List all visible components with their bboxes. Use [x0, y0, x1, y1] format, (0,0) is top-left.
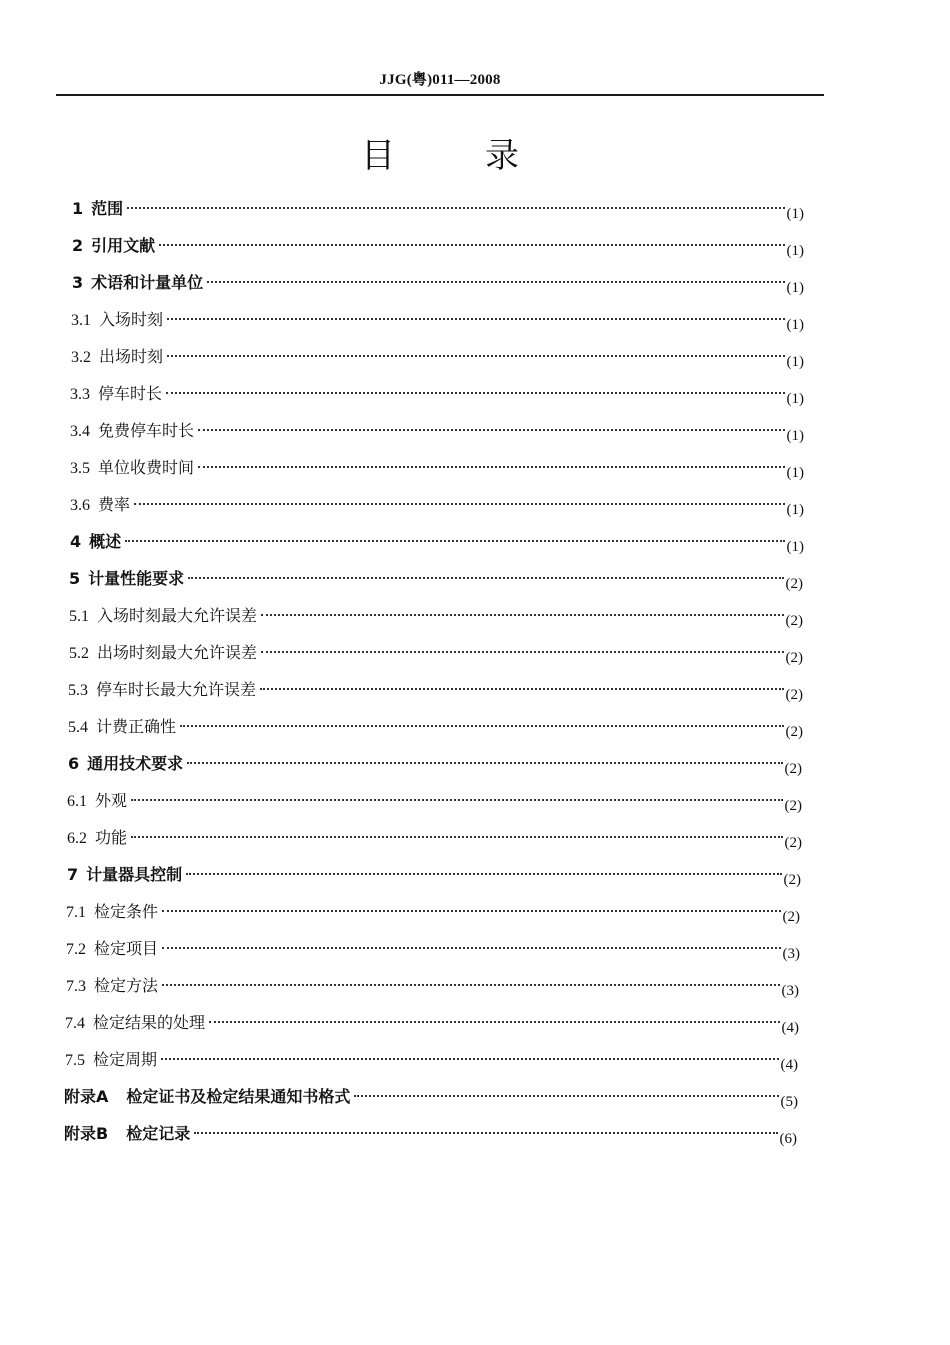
toc-entry-page: (1) — [786, 502, 804, 518]
toc-entry — [68, 751, 802, 779]
toc-entry-number: 5.1 — [69, 608, 89, 625]
toc-entry-number: 附录A — [64, 1087, 109, 1106]
toc-entry-page: (2) — [783, 872, 801, 888]
toc-entry — [65, 1047, 798, 1075]
toc-entry-page: (1) — [786, 465, 804, 481]
dot-leader — [209, 1021, 779, 1023]
toc-entry-page: (4) — [780, 1057, 798, 1073]
document-code: JJG(粤)011—2008 — [379, 72, 501, 88]
dot-leader — [186, 873, 781, 875]
dot-leader — [162, 984, 779, 986]
toc-entry-page: (1) — [786, 428, 804, 444]
toc-entry-page: (6) — [779, 1131, 797, 1147]
toc-entry-number: 附录B — [64, 1124, 109, 1143]
toc-entry-number: 3.2 — [71, 349, 91, 366]
toc-entry-page: (3) — [781, 983, 799, 999]
toc-entry-label: 术语和计量单位 — [91, 273, 204, 292]
toc-entry — [68, 677, 803, 705]
toc-entry-page: (2) — [782, 909, 800, 925]
dot-leader — [131, 836, 782, 838]
toc-entry-page: (1) — [786, 317, 804, 333]
toc-entry — [67, 862, 801, 890]
toc-entry-number: 3.6 — [70, 497, 90, 514]
toc-entry-number: 7.3 — [66, 978, 86, 995]
toc-entry-label: 检定项目 — [94, 939, 159, 958]
toc-entry-number: 7.1 — [66, 904, 86, 921]
toc-entry-label: 停车时长 — [98, 384, 163, 403]
toc-entry — [70, 455, 804, 483]
toc-entry — [66, 973, 799, 1001]
toc-entry-page: (1) — [786, 354, 804, 370]
toc-entry-number: 5.4 — [68, 719, 88, 736]
dot-leader — [198, 466, 784, 468]
toc-entry-page: (2) — [784, 835, 802, 851]
toc-entry-page: (5) — [780, 1094, 798, 1110]
toc-entry-number: 2 — [72, 236, 84, 255]
toc-entry-label: 计量器具控制 — [86, 865, 183, 884]
toc-entry-number: 5 — [69, 569, 81, 588]
toc-entry — [71, 307, 804, 335]
dot-leader — [162, 910, 780, 912]
toc-entry-label: 检定证书及检定结果通知书格式 — [126, 1087, 351, 1106]
dot-leader — [260, 688, 783, 690]
toc-entry-page: (2) — [784, 761, 802, 777]
toc-entry — [70, 418, 804, 446]
toc-entry-number: 7.4 — [65, 1015, 85, 1032]
toc-entry — [69, 566, 803, 594]
dot-leader — [131, 799, 782, 801]
toc-entry — [70, 381, 804, 409]
dot-leader — [207, 281, 784, 283]
toc-entry-page: (2) — [785, 576, 803, 592]
toc-entry — [68, 714, 803, 742]
toc-entry-label: 停车时长最大允许误差 — [96, 680, 257, 699]
toc-entry-label: 功能 — [95, 828, 128, 847]
dot-leader — [125, 540, 784, 542]
toc-entry-label: 计量性能要求 — [88, 569, 185, 588]
toc-entry-label: 入场时刻最大允许误差 — [97, 606, 258, 625]
toc-entry — [71, 344, 804, 372]
toc-entry-page: (2) — [784, 798, 802, 814]
toc-entry-number: 3.1 — [71, 312, 91, 329]
toc-entry — [64, 1121, 797, 1149]
toc-entry — [66, 936, 800, 964]
toc-entry-label: 通用技术要求 — [87, 754, 184, 773]
toc-entry-number: 3.5 — [70, 460, 90, 477]
dot-leader — [167, 355, 784, 357]
toc-entry — [69, 640, 803, 668]
toc-entry — [64, 1084, 798, 1112]
toc-entry-page: (1) — [786, 243, 804, 259]
dot-leader — [166, 392, 784, 394]
toc-entry-page: (2) — [785, 724, 803, 740]
toc-entry-number: 3.4 — [70, 423, 90, 440]
toc-entry — [67, 825, 802, 853]
toc-entry-label: 检定方法 — [94, 976, 159, 995]
toc-entry-number: 5.2 — [69, 645, 89, 662]
dot-leader — [198, 429, 784, 431]
toc-entry-number: 6.2 — [67, 830, 87, 847]
toc-entry-page: (1) — [786, 391, 804, 407]
toc-entry-label: 检定记录 — [126, 1124, 191, 1143]
toc-entry-label: 免费停车时长 — [98, 421, 195, 440]
toc-entry-page: (1) — [786, 206, 804, 222]
toc-entry-number: 3 — [72, 273, 84, 292]
toc-entry-label: 出场时刻 — [99, 347, 164, 366]
dot-leader — [167, 318, 784, 320]
toc-entry — [70, 529, 804, 557]
dot-leader — [194, 1132, 777, 1134]
toc-entry-page: (1) — [786, 539, 804, 555]
dot-leader — [134, 503, 784, 505]
toc-entry-label: 引用文献 — [91, 236, 156, 255]
dot-leader — [161, 1058, 778, 1060]
toc-entry — [66, 899, 800, 927]
toc-entry-page: (2) — [785, 687, 803, 703]
toc-entry-number: 4 — [70, 532, 82, 551]
toc-entry — [67, 788, 802, 816]
toc-entry-label: 外观 — [95, 791, 128, 810]
toc-entry-label: 出场时刻最大允许误差 — [97, 643, 258, 662]
toc-entry — [72, 196, 804, 224]
toc-entry-number: 1 — [72, 199, 84, 218]
toc-entry-label: 范围 — [91, 199, 124, 218]
dot-leader — [187, 762, 782, 764]
toc-entry — [72, 270, 804, 298]
dot-leader — [159, 244, 784, 246]
toc-entry — [70, 492, 804, 520]
toc-entry-label: 检定周期 — [93, 1050, 158, 1069]
dot-leader — [188, 577, 783, 579]
toc-entry-number: 3.3 — [70, 386, 90, 403]
dot-leader — [162, 947, 780, 949]
dot-leader — [127, 207, 784, 209]
toc-entry-page: (1) — [786, 280, 804, 296]
header-rule — [56, 94, 824, 96]
toc-entry-number: 7.2 — [66, 941, 86, 958]
toc-entry-number: 6.1 — [67, 793, 87, 810]
toc-entry-number: 5.3 — [68, 682, 88, 699]
toc-entry — [69, 603, 803, 631]
toc-entry — [72, 233, 804, 261]
toc-entry-page: (2) — [785, 650, 803, 666]
toc-entry-label: 检定条件 — [94, 902, 159, 921]
toc-entry-label: 入场时刻 — [99, 310, 164, 329]
dot-leader — [354, 1095, 778, 1097]
dot-leader — [261, 651, 783, 653]
toc-title: 目录 — [361, 136, 609, 176]
toc-entry-label: 检定结果的处理 — [93, 1013, 206, 1032]
toc-entry-label: 计费正确性 — [96, 717, 177, 736]
toc-entry-label: 概述 — [89, 532, 122, 551]
dot-leader — [180, 725, 783, 727]
toc-entry-number: 6 — [68, 754, 80, 773]
toc-entry-page: (3) — [782, 946, 800, 962]
toc-entry-page: (2) — [785, 613, 803, 629]
toc-entry-label: 费率 — [98, 495, 131, 514]
dot-leader — [261, 614, 783, 616]
toc-entry-number: 7 — [67, 865, 79, 884]
toc-entry-page: (4) — [781, 1020, 799, 1036]
toc-entry — [65, 1010, 799, 1038]
toc-entry-number: 7.5 — [65, 1052, 85, 1069]
toc-entry-label: 单位收费时间 — [98, 458, 195, 477]
